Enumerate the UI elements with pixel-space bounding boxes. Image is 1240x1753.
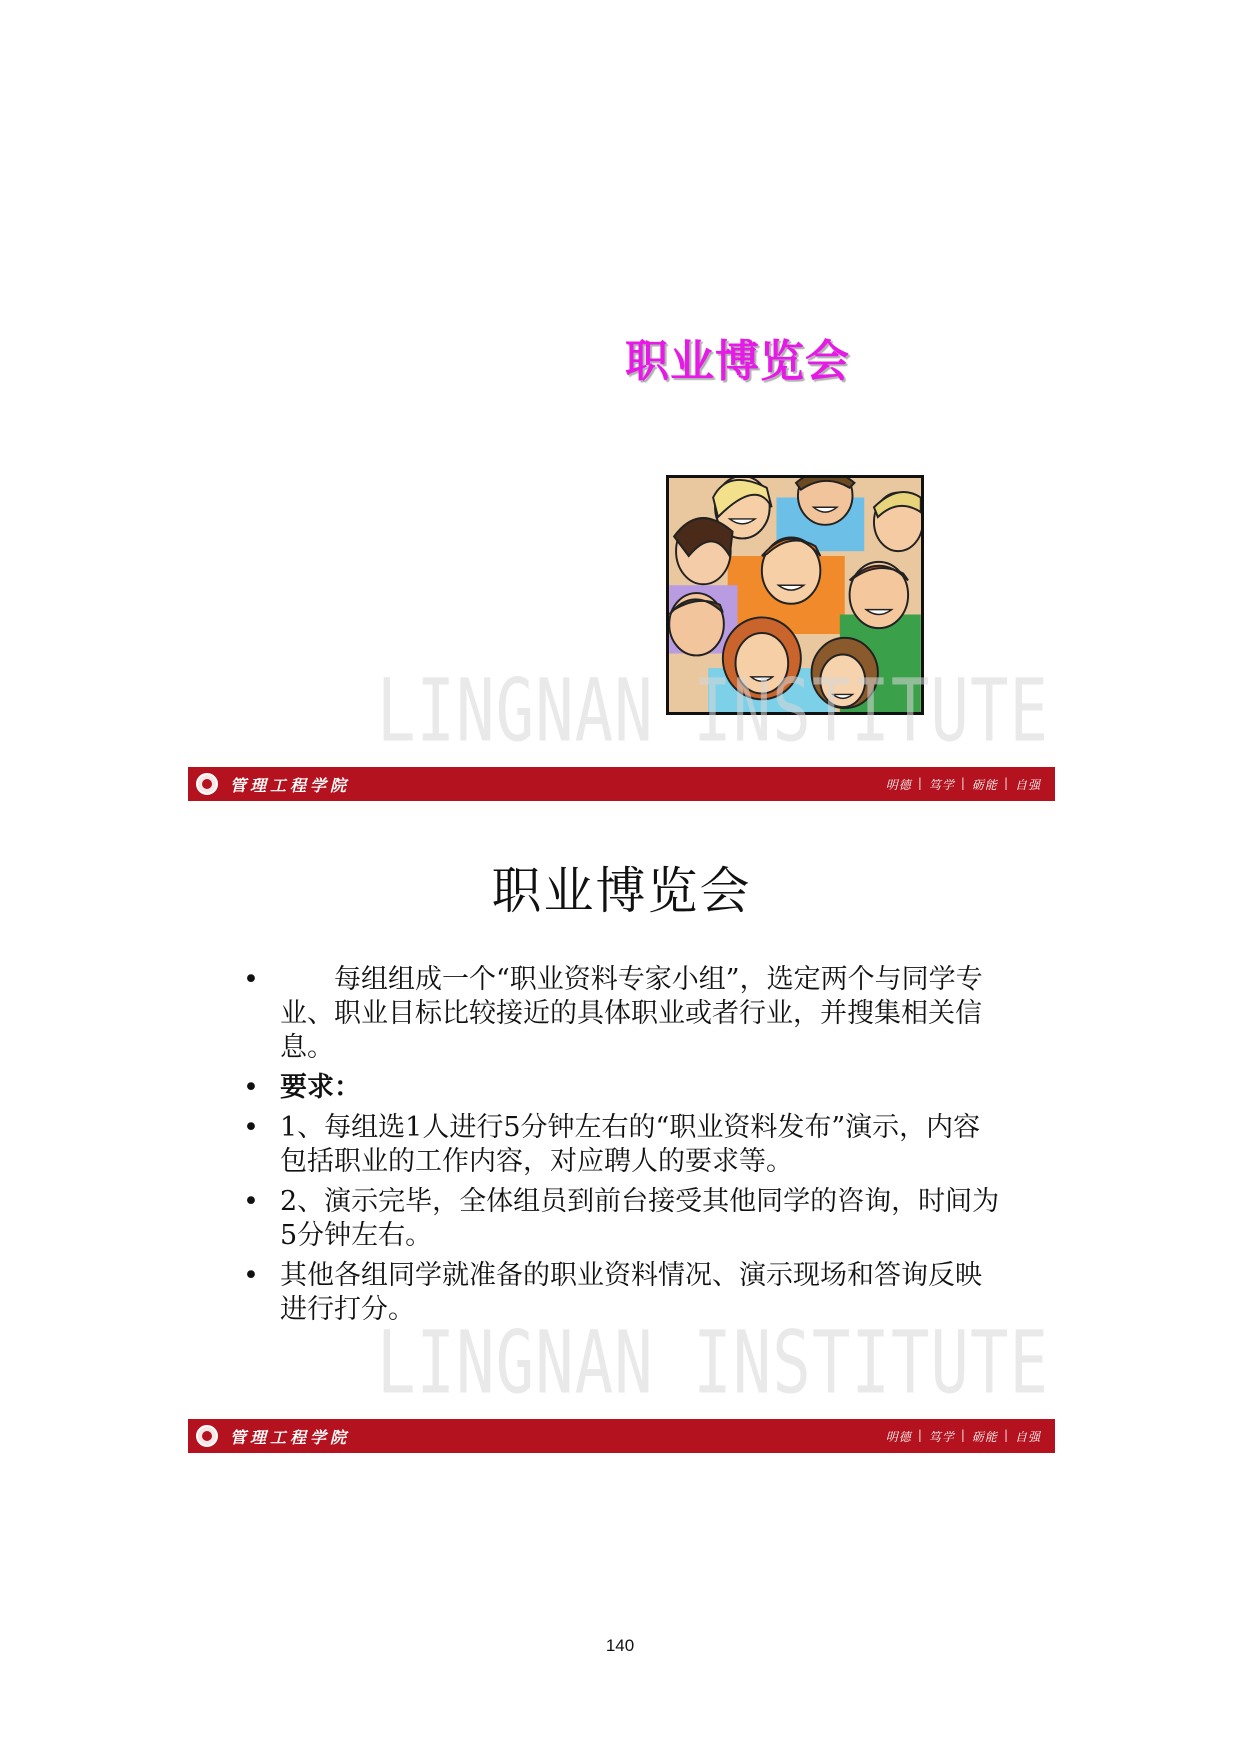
slide-2 bbox=[188, 803, 1055, 1455]
slide-1-title: 职业博览会 bbox=[625, 336, 850, 387]
footer-bar bbox=[188, 767, 1055, 801]
school-name: 管理工程学院 bbox=[230, 1427, 351, 1447]
watermark: LINGNAN INSTITUTE bbox=[376, 1314, 1049, 1414]
list-item: • 1、每组选1人进行5分钟左右的“职业资料发布”演示，内容包括职业的工作内容，对应聘人的要求等。 bbox=[243, 1112, 981, 1177]
school-name: 管理工程学院 bbox=[230, 775, 351, 795]
bullet-list bbox=[243, 963, 1003, 1333]
page-number: 140 bbox=[605, 1636, 635, 1655]
list-item: • 2、演示完毕，全体组员到前台接受其他同学的咨询，时间为5分钟左右。 bbox=[243, 1186, 1000, 1251]
motto: 明德 | 笃学 | 砺能 | 自强 bbox=[885, 1427, 1041, 1444]
list-item: • 每组组成一个“职业资料专家小组”，选定两个与同学专业、职业目标比较接近的具体职业或者行业，并搜集相关信息。 bbox=[243, 964, 983, 1063]
list-item: • 其他各组同学就准备的职业资料情况、演示现场和答询反映进行打分。 bbox=[243, 1260, 982, 1325]
slide-2-title: 职业博览会 bbox=[491, 862, 752, 920]
footer-bar bbox=[188, 1419, 1055, 1453]
school-emblem-icon bbox=[196, 1425, 218, 1447]
watermark: LINGNAN INSTITUTE bbox=[376, 662, 1049, 762]
list-item: • 要求： bbox=[243, 1072, 361, 1103]
motto: 明德 | 笃学 | 砺能 | 自强 bbox=[885, 775, 1041, 792]
school-emblem-icon bbox=[196, 773, 218, 795]
slide-1 bbox=[188, 0, 1055, 803]
